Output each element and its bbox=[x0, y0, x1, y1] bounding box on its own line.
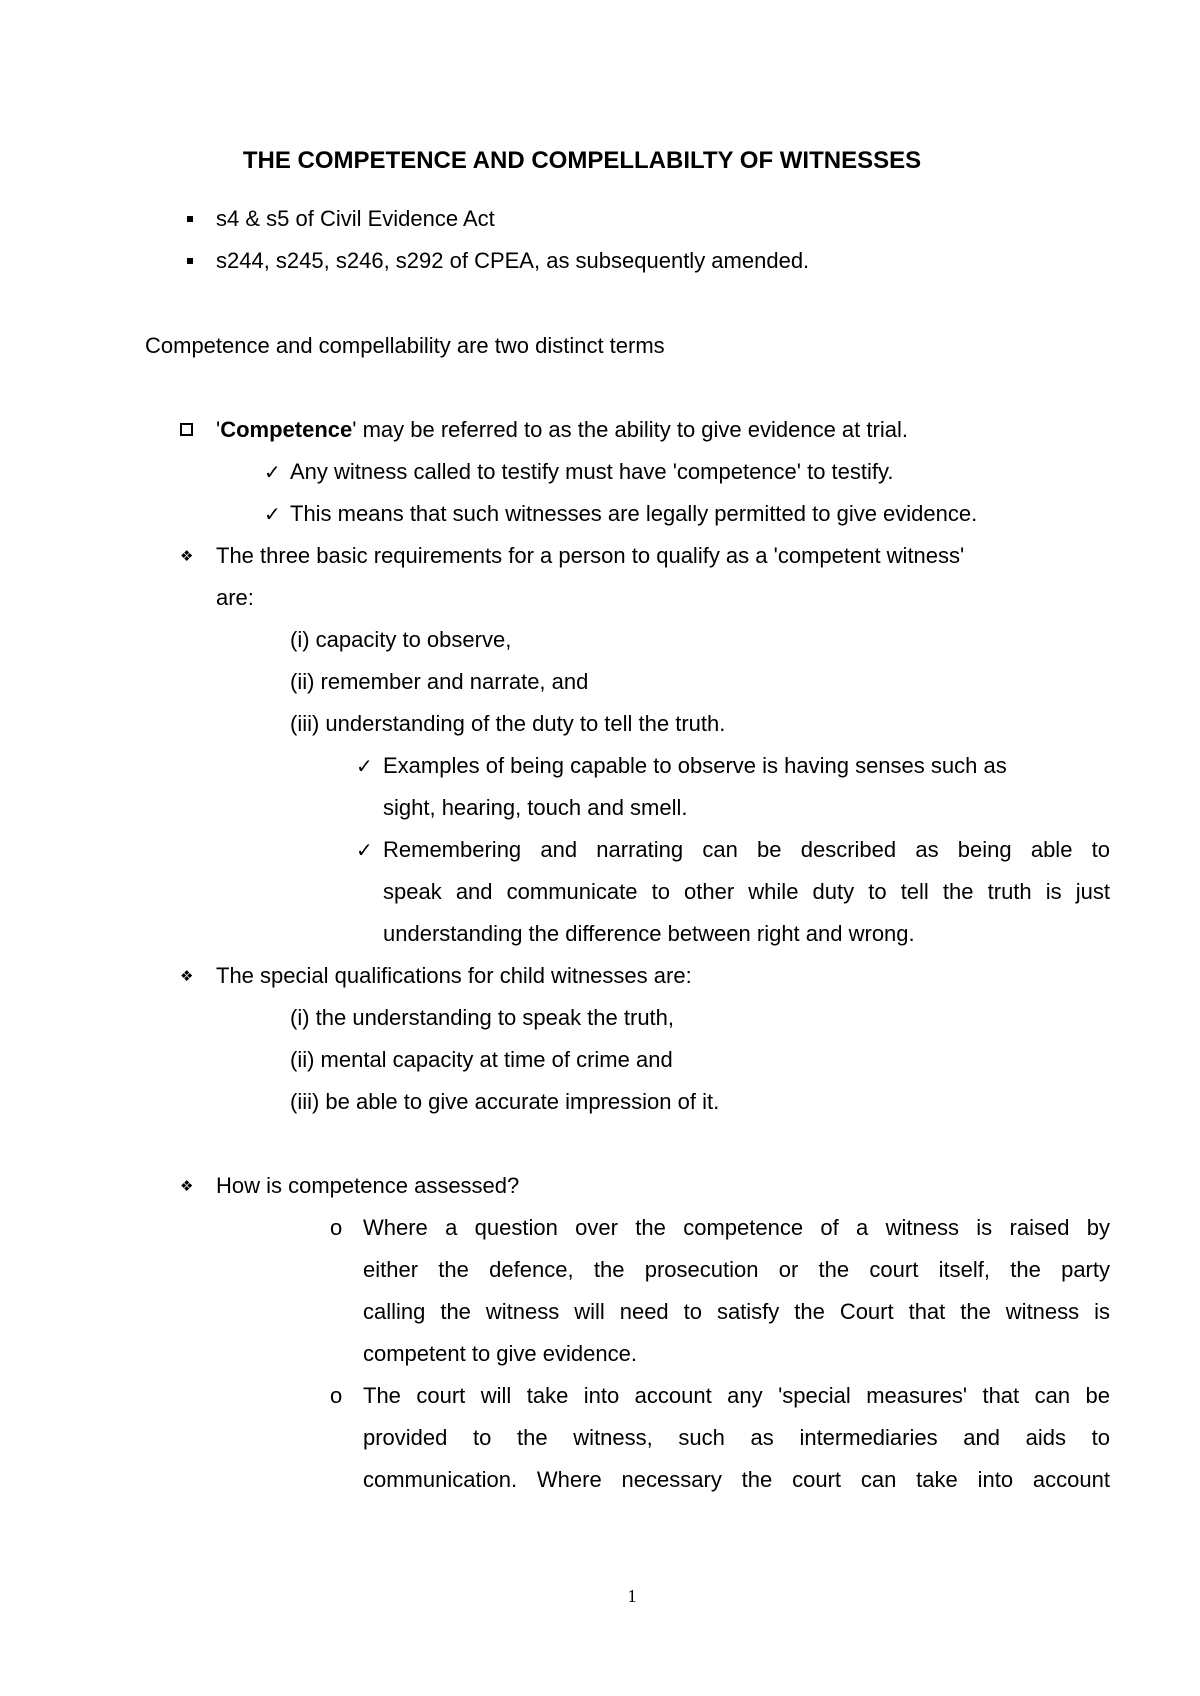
statute-item: s244, s245, s246, s292 of CPEA, as subsequently amended. bbox=[216, 248, 810, 273]
requirement-item: (i) capacity to observe, bbox=[290, 627, 512, 652]
intro-paragraph: Competence and compellability are two distinct terms bbox=[145, 333, 665, 358]
requirement-item: (ii) remember and narrate, and bbox=[290, 669, 589, 694]
checkmark-icon: ✓ bbox=[356, 838, 373, 862]
requirements-lead-cont: are: bbox=[216, 585, 254, 610]
statute-item: s4 & s5 of Civil Evidence Act bbox=[216, 206, 495, 231]
competence-check: Any witness called to testify must have 'competence' to testify. bbox=[290, 459, 894, 484]
assessment-line: The court will take into account any 'special measures' that can be bbox=[363, 1383, 1110, 1408]
diamond-bullet-icon: ❖ bbox=[180, 547, 194, 565]
checkmark-icon: ✓ bbox=[264, 460, 281, 484]
example-line: sight, hearing, touch and smell. bbox=[383, 795, 688, 820]
checkbox-bullet-icon bbox=[180, 423, 193, 436]
checkmark-icon: ✓ bbox=[264, 502, 281, 526]
child-item: (ii) mental capacity at time of crime and bbox=[290, 1047, 673, 1072]
hollow-circle-bullet-icon: o bbox=[330, 1383, 343, 1408]
diamond-bullet-icon: ❖ bbox=[180, 1177, 194, 1195]
example-line: Remembering and narrating can be described as being able to bbox=[383, 837, 1110, 862]
requirements-lead: The three basic requirements for a person to qualify as a 'competent witness' bbox=[216, 543, 965, 568]
example-line: Examples of being capable to observe is having senses such as bbox=[383, 753, 1007, 778]
assessment-lead: How is competence assessed? bbox=[216, 1173, 520, 1198]
assessment-line: provided to the witness, such as intermediaries and aids to bbox=[363, 1425, 1110, 1450]
assessment-line: either the defence, the prosecution or the court itself, the party bbox=[363, 1257, 1110, 1282]
page-title: THE COMPETENCE AND COMPELLABILTY OF WITNESSES bbox=[242, 147, 922, 174]
child-item: (i) the understanding to speak the truth, bbox=[290, 1005, 675, 1030]
checkmark-icon: ✓ bbox=[356, 754, 373, 778]
example-line: understanding the difference between right and wrong. bbox=[383, 921, 915, 946]
child-lead: The special qualifications for child witnesses are: bbox=[216, 963, 692, 988]
quote-mark: ' bbox=[216, 417, 221, 442]
assessment-line: Where a question over the competence of a witness is raised by bbox=[363, 1215, 1110, 1240]
square-bullet-icon bbox=[187, 216, 193, 222]
competence-term: Competence bbox=[220, 417, 353, 442]
competence-definition bbox=[216, 416, 908, 444]
page-number: 1 bbox=[627, 1586, 637, 1606]
requirement-item: (iii) understanding of the duty to tell the truth. bbox=[290, 711, 726, 736]
example-line: speak and communicate to other while duty to tell the truth is just bbox=[383, 879, 1110, 904]
hollow-circle-bullet-icon: o bbox=[330, 1215, 343, 1240]
competence-definition-text: ' may be referred to as the ability to give evidence at trial. bbox=[352, 417, 908, 442]
diamond-bullet-icon: ❖ bbox=[180, 967, 194, 985]
competence-check: This means that such witnesses are legally permitted to give evidence. bbox=[290, 501, 978, 526]
assessment-line: calling the witness will need to satisfy the Court that the witness is bbox=[363, 1299, 1110, 1324]
child-item: (iii) be able to give accurate impression of it. bbox=[290, 1089, 720, 1114]
assessment-line: competent to give evidence. bbox=[363, 1341, 637, 1366]
assessment-line: communication. Where necessary the court can take into account bbox=[363, 1467, 1110, 1492]
square-bullet-icon bbox=[187, 258, 193, 264]
